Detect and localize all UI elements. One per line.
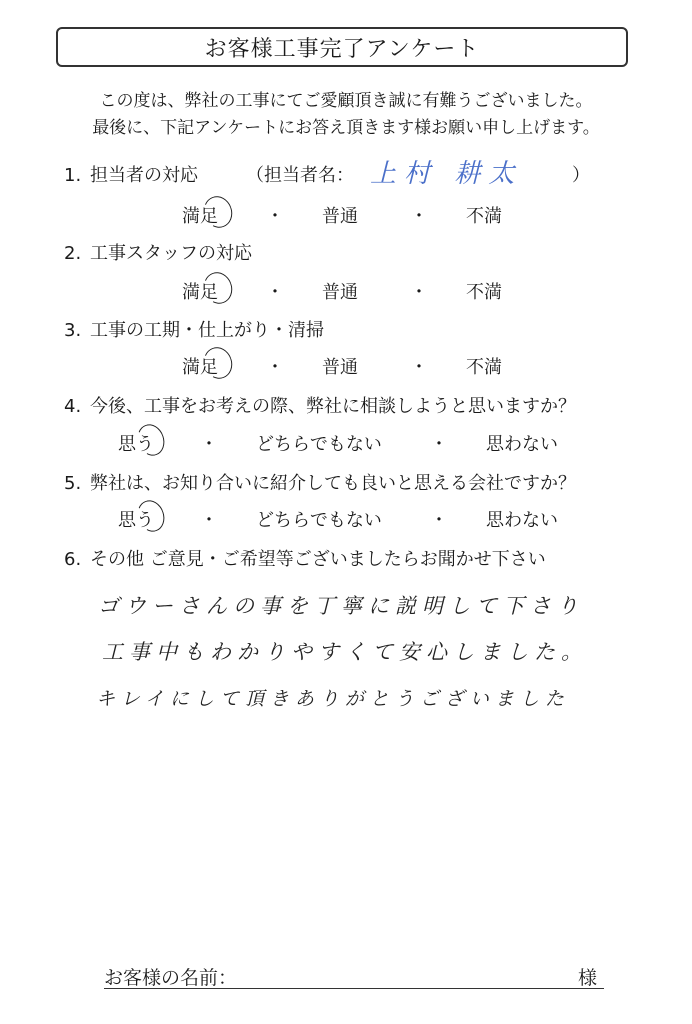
separator: ・: [266, 357, 284, 378]
honorific-suffix: 様: [578, 967, 598, 989]
separator: ・: [200, 434, 218, 455]
question-text: 担当者の対応: [90, 165, 198, 186]
separator: ・: [410, 206, 428, 227]
separator: ・: [200, 510, 218, 531]
q4-option-no[interactable]: 思わない: [486, 434, 558, 455]
comment-line-3: キレイにして頂きありがとうございました: [96, 688, 570, 710]
separator: ・: [410, 282, 428, 303]
separator: ・: [266, 206, 284, 227]
staff-name-label: （担当者名：: [246, 165, 354, 186]
question-text: 弊社は、お知り合いに紹介しても良いと思える会社ですか？: [90, 473, 576, 494]
q3-option-dissatisfied[interactable]: 不満: [466, 357, 502, 378]
question-5: [64, 469, 576, 495]
staff-name-handwritten: 上村 耕太: [370, 159, 523, 189]
q4-option-yes[interactable]: 思う: [118, 434, 154, 455]
q1-option-dissatisfied[interactable]: 不満: [466, 206, 502, 227]
survey-title: お客様工事完了アンケート: [56, 27, 628, 67]
question-text: 今後、工事をお考えの際、弊社に相談しようと思いますか？: [90, 396, 576, 417]
comment-line-1: ゴウーさんの事を丁寧に説明して下さり: [98, 594, 584, 618]
separator: ・: [410, 357, 428, 378]
question-number: 4.: [64, 396, 82, 417]
q5-option-yes[interactable]: 思う: [118, 510, 154, 531]
separator: ・: [266, 282, 284, 303]
staff-name-close: ）: [572, 165, 590, 186]
q5-option-neutral[interactable]: どちらでもない: [256, 510, 382, 531]
customer-name-line[interactable]: [104, 988, 604, 989]
q2-option-satisfied[interactable]: 満足: [182, 282, 218, 303]
question-2: [64, 239, 252, 265]
intro-line-1: この度は、弊社の工事にてご愛顧頂き誠に有難うございました。: [99, 91, 593, 111]
q1-option-satisfied[interactable]: 満足: [182, 206, 218, 227]
q5-option-no[interactable]: 思わない: [486, 510, 558, 531]
customer-name-label: お客様の名前：: [104, 967, 238, 989]
question-3: [64, 316, 324, 342]
question-1: [64, 161, 198, 187]
q3-option-satisfied[interactable]: 満足: [182, 357, 218, 378]
intro-line-2: 最後に、下記アンケートにお答え頂きます様お願い申し上げます。: [92, 118, 600, 138]
q1-option-normal[interactable]: 普通: [322, 206, 358, 227]
question-number: 5.: [64, 473, 82, 494]
separator: ・: [430, 510, 448, 531]
question-number: 2.: [64, 243, 82, 264]
comment-line-2: 工事中もわかりやすくて安心しました。: [102, 640, 588, 664]
question-number: 3.: [64, 320, 82, 341]
question-text: 工事スタッフの対応: [90, 243, 252, 264]
question-4: [64, 392, 576, 418]
q4-option-neutral[interactable]: どちらでもない: [256, 434, 382, 455]
q3-option-normal[interactable]: 普通: [322, 357, 358, 378]
question-text: 工事の工期・仕上がり・清掃: [90, 320, 324, 341]
separator: ・: [430, 434, 448, 455]
q2-option-dissatisfied[interactable]: 不満: [466, 282, 502, 303]
question-text: その他 ご意見・ご希望等ございましたらお聞かせ下さい: [90, 549, 546, 570]
q2-option-normal[interactable]: 普通: [322, 282, 358, 303]
question-number: 6.: [64, 549, 82, 570]
question-number: 1.: [64, 165, 82, 186]
question-6: [64, 545, 546, 571]
